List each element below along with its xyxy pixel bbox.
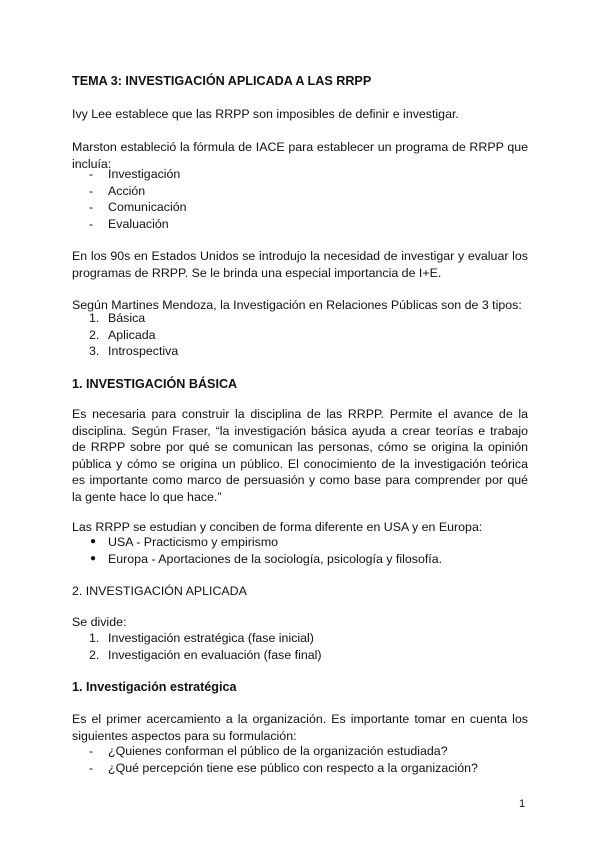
dash-marker: - bbox=[89, 760, 94, 775]
dash-marker: - bbox=[89, 167, 94, 181]
list-item: 2. Investigación en evaluación (fase final) bbox=[89, 647, 322, 662]
dash-marker: - bbox=[89, 216, 94, 231]
list-tipos bbox=[72, 310, 528, 360]
paragraph-ivy-lee: Ivy Lee establece que las RRPP son imposibles de definir e investigar. bbox=[72, 107, 459, 121]
heading-investigacion-aplicada: 2. INVESTIGACIÓN APLICADA bbox=[72, 584, 247, 598]
paragraph-marston: Marston estableció la fórmula de IACE para establecer un programa de RRPP que incluía: bbox=[72, 140, 528, 171]
list-item: 1. Investigación estratégica (fase inicial) bbox=[89, 631, 314, 645]
list-aspectos bbox=[72, 743, 528, 776]
list-item: - Investigación bbox=[89, 167, 181, 181]
list-iace bbox=[72, 166, 528, 232]
paragraph-se-divide: Se divide: bbox=[72, 615, 127, 629]
dash-marker: - bbox=[89, 744, 94, 758]
list-item: - ¿Qué percepción tiene ese público con respecto a la organización? bbox=[89, 760, 478, 775]
list-item: 1. Básica bbox=[89, 311, 146, 325]
list-item: - Acción bbox=[89, 183, 146, 198]
paragraph-basica: Es necesaria para construir la disciplina de las RRPP. Permite el avance de la disciplina. Según Fraser, “la investigación básica ayuda a crear teorías e trabajo de RRPP sobre por qué se comunican las personas, cómo se origina la opinión pública y cómo se origina un público. El conocimiento de la investigación teórica es importante como marco de persuasión y como base para comprender por qué la gente hace lo que hace.” bbox=[72, 407, 528, 504]
list-item: ● USA - Practicismo y empirismo bbox=[90, 535, 279, 549]
list-item: - Evaluación bbox=[89, 216, 169, 231]
list-division bbox=[72, 630, 528, 663]
heading-investigacion-basica: 1. INVESTIGACIÓN BÁSICA bbox=[72, 377, 238, 391]
list-item: - ¿Quienes conforman el público de la organización estudiada? bbox=[89, 744, 448, 758]
page-number: 1 bbox=[519, 798, 526, 810]
paragraph-usa-europa: Las RRPP se estudian y conciben de forma diferente en USA y en Europa: bbox=[72, 520, 483, 534]
bullet-marker: ● bbox=[90, 536, 97, 547]
list-item: 3. Introspectiva bbox=[89, 344, 179, 359]
document-title: TEMA 3: INVESTIGACIÓN APLICADA A LAS RRPP bbox=[72, 74, 372, 88]
dash-marker: - bbox=[89, 183, 94, 198]
list-regiones bbox=[72, 534, 528, 567]
paragraph-90s: En los 90s en Estados Unidos se introdujo la necesidad de investigar y evaluar los programas de RRPP. Se le brinda una especial importancia de I+E. bbox=[72, 249, 528, 280]
list-item: - Comunicación bbox=[89, 200, 187, 215]
heading-investigacion-estrategica: 1. Investigación estratégica bbox=[72, 680, 237, 694]
list-item: 2. Aplicada bbox=[89, 327, 156, 342]
paragraph-martines: Según Martines Mendoza, la Investigación en Relaciones Públicas son de 3 tipos: bbox=[72, 298, 522, 312]
paragraph-acercamiento: Es el primer acercamiento a la organización. Es importante tomar en cuenta los siguientes aspectos para su formulación: bbox=[72, 712, 528, 743]
bullet-marker: ● bbox=[90, 552, 97, 564]
dash-marker: - bbox=[89, 200, 94, 215]
list-item: ● Europa - Aportaciones de la sociología, psicología y filosofía. bbox=[90, 551, 443, 566]
